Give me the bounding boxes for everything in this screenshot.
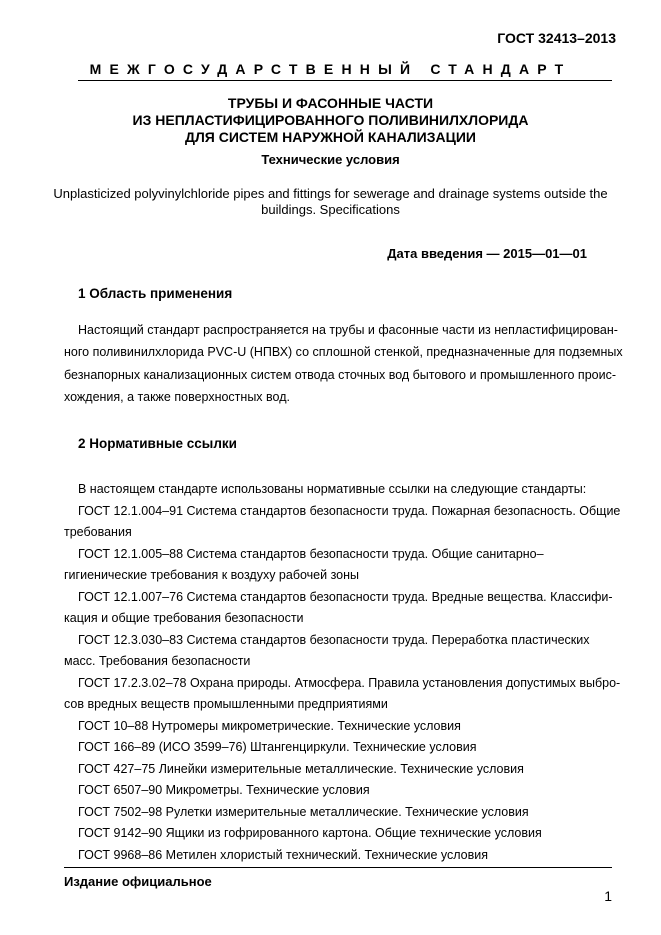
- english-title-line-2: buildings. Specifications: [261, 202, 400, 217]
- reference-line: ГОСТ 12.1.007–76 Система стандартов безопасности труда. Вредные вещества. Классифи-: [78, 589, 613, 604]
- reference-line: ГОСТ 17.2.3.02–78 Охрана природы. Атмосфера. Правила установления допустимых выбро-: [78, 675, 621, 690]
- section-1-line: безнапорных канализационных систем отвода сточных вод бытового и промышленного проис-: [64, 367, 617, 382]
- title-line-1: ТРУБЫ И ФАСОННЫЕ ЧАСТИ: [227, 95, 434, 111]
- section-1-line: Настоящий стандарт распространяется на трубы и фасонные части из непластифицирован-: [78, 323, 618, 337]
- document-title: [0, 95, 661, 146]
- section-1-line: хождения, а также поверхностных вод.: [64, 390, 290, 405]
- reference-line: В настоящем стандарте использованы нормативные ссылки на следующие стандарты:: [78, 482, 587, 496]
- reference-line: ГОСТ 10–88 Нутромеры микрометрические. Технические условия: [78, 718, 461, 733]
- reference-line: ГОСТ 6507–90 Микрометры. Технические условия: [78, 783, 370, 797]
- introduction-date: Дата введения — 2015—01—01: [387, 246, 587, 261]
- title-line-3: ДЛЯ СИСТЕМ НАРУЖНОЙ КАНАЛИЗАЦИИ: [185, 129, 476, 145]
- official-edition-label: Издание официальное: [64, 874, 212, 889]
- document-number: ГОСТ 32413–2013: [497, 30, 616, 46]
- reference-line: ГОСТ 427–75 Линейки измерительные металлические. Технические условия: [78, 761, 524, 776]
- reference-line: ГОСТ 9142–90 Ящики из гофрированного картона. Общие технические условия: [78, 826, 542, 840]
- section-1-body: [64, 319, 623, 409]
- section-1-heading: 1 Область применения: [78, 286, 233, 301]
- reference-line: масс. Требования безопасности: [64, 654, 251, 668]
- reference-line: ГОСТ 12.3.030–83 Система стандартов безопасности труда. Переработка пластических: [78, 632, 590, 647]
- header-rule: [78, 80, 612, 81]
- section-2-body: [64, 479, 621, 866]
- page-number: 1: [604, 888, 612, 904]
- title-line-2: ИЗ НЕПЛАСТИФИЦИРОВАННОГО ПОЛИВИНИЛХЛОРИДА: [132, 112, 529, 128]
- english-title-line-1: Unplasticized polyvinylchloride pipes and fittings for sewerage and drainage systems outside the: [53, 186, 608, 201]
- document-subtitle: Технические условия: [261, 152, 400, 167]
- reference-line: сов вредных веществ промышленными предприятиями: [64, 697, 388, 711]
- reference-line: кация и общие требования безопасности: [64, 611, 304, 625]
- reference-line: ГОСТ 7502–98 Рулетки измерительные металлические. Технические условия: [78, 804, 529, 819]
- reference-line: ГОСТ 12.1.004–91 Система стандартов безопасности труда. Пожарная безопасность. Общие: [78, 503, 621, 518]
- footer-rule: [64, 867, 612, 868]
- reference-line: гигиенические требования к воздуху рабочей зоны: [64, 568, 360, 582]
- reference-line: требования: [64, 525, 132, 539]
- english-title: [0, 186, 661, 218]
- reference-line: ГОСТ 12.1.005–88 Система стандартов безопасности труда. Общие санитарно–: [78, 546, 544, 561]
- section-2-heading: 2 Нормативные ссылки: [78, 436, 237, 451]
- section-1-line: ного поливинилхлорида PVC-U (НПВХ) со сплошной стенкой, предназначенные для подземных: [64, 345, 623, 360]
- reference-line: ГОСТ 166–89 (ИСО 3599–76) Штангенциркули. Технические условия: [78, 740, 477, 754]
- standard-type-heading: МЕЖГОСУДАРСТВЕННЫЙ СТАНДАРТ: [89, 61, 572, 77]
- reference-line: ГОСТ 9968–86 Метилен хлористый технический. Технические условия: [78, 847, 489, 862]
